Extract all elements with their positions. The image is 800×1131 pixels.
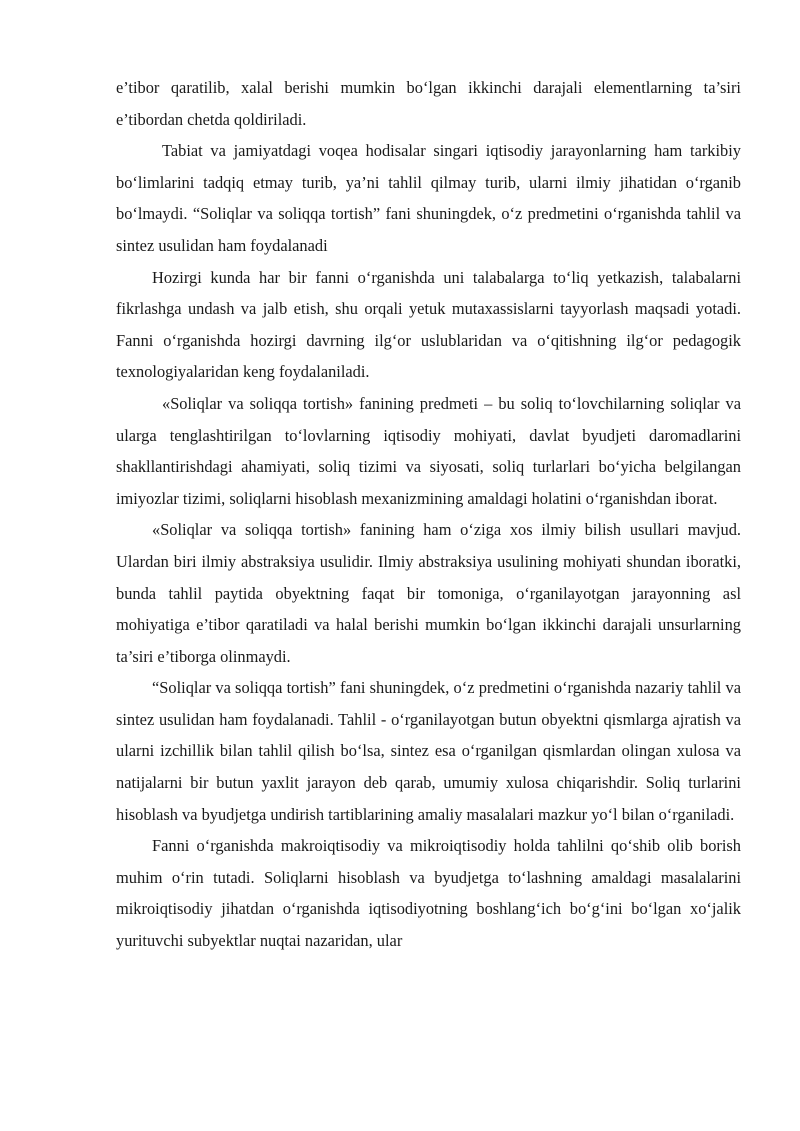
- document-page: [116, 72, 741, 957]
- paragraph-subject-definition: «Soliqlar va soliqqa tortish» fanining predmeti – bu soliq to‘lovchilarning soliqlar va ularga tenglashtirilgan to‘lovlarning iqtisodiy mohiyati, davlat byudjeti daromadlarini shakllantirishdagi ahamiyati, soliq tizimi va siyosati, soliq turlarlari bo‘yicha belgilangan imiyozlar tizimi, soliqlarni hisoblash mexanizmining amaldagi holatini o‘rganishdan iborat.: [116, 393, 741, 508]
- paragraph-analysis-synthesis: Tabiat va jamiyatdagi voqea hodisalar singari iqtisodiy jarayonlarning ham tarkibiy bo‘limlarini tadqiq etmay turib, ya’ni tahlil qilmay turib, ularni ilmiy jihatidan o‘rganib bo‘lmaydi. “Soliqlar va soliqqa tortish” fani shuningdek, o‘z predmetini o‘rganishda tahlil va sintez usulidan ham foydalanadi: [116, 141, 741, 255]
- paragraph-macro-micro: Fanni o‘rganishda makroiqtisodiy va mikroiqtisodiy holda tahlilni qo‘shib olib borish muhim o‘rin tutadi. Soliqlarni hisoblash va byudjetga to‘lashning amaldagi masalalarini mikroiqtisodiy jihatdan o‘rganishda iqtisodiyotning boshlang‘ich bo‘g‘ini bo‘lgan xo‘jalik yurituvchi subyektlar nuqtai nazaridan, ular: [116, 836, 741, 951]
- paragraph-abstraction-method: «Soliqlar va soliqqa tortish» fanining ham o‘ziga xos ilmiy bilish usullari mavjud. Ulardan biri ilmiy abstraksiya usulidir. Ilmiy abstraksiya usulining mohiyati shundan iboratki, bunda tahlil paytida obyektning faqat bir tomoniga, o‘rganilayotgan jarayonning asl mohiyatiga e’tibor qaratiladi va halal berishi mumkin bo‘lgan ikkinchi darajali unsurlarning ta’siri e’tiborga olinmaydi.: [116, 520, 741, 666]
- paragraph-teaching-methods: Hozirgi kunda har bir fanni o‘rganishda uni talabalarga to‘liq yetkazish, talabalarni fikrlashga undash va jalb etish, shu orqali yetuk mutaxassislarni tayyorlash maqsadi yotadi. Fanni o‘rganishda hozirgi davrning ilg‘or uslublaridan va o‘qitishning ilg‘or pedagogik texnologiyalaridan keng foydalaniladi.: [116, 267, 741, 382]
- paragraph-theoretical-analysis: “Soliqlar va soliqqa tortish” fani shuningdek, o‘z predmetini o‘rganishda nazariy tahlil va sintez usulidan ham foydalanadi. Tahlil - o‘rganilayotgan butun obyektni qismlarga ajratish va ularni izchillik bilan tahlil qilish bo‘lsa, sintez esa o‘rganilgan qismlardan olingan xulosa va natijalarni bir butun yaxlit jarayon deb qarab, umumiy xulosa chiqarishdir. Soliq turlarini hisoblash va byudjetga undirish tartiblarining amaliy masalalari mazkur yo‘l bilan o‘rganiladi.: [116, 678, 741, 824]
- paragraph-continuation: e’tibor qaratilib, xalal berishi mumkin bo‘lgan ikkinchi darajali elementlarning ta’siri e’tibordan chetda qoldiriladi.: [116, 78, 741, 129]
